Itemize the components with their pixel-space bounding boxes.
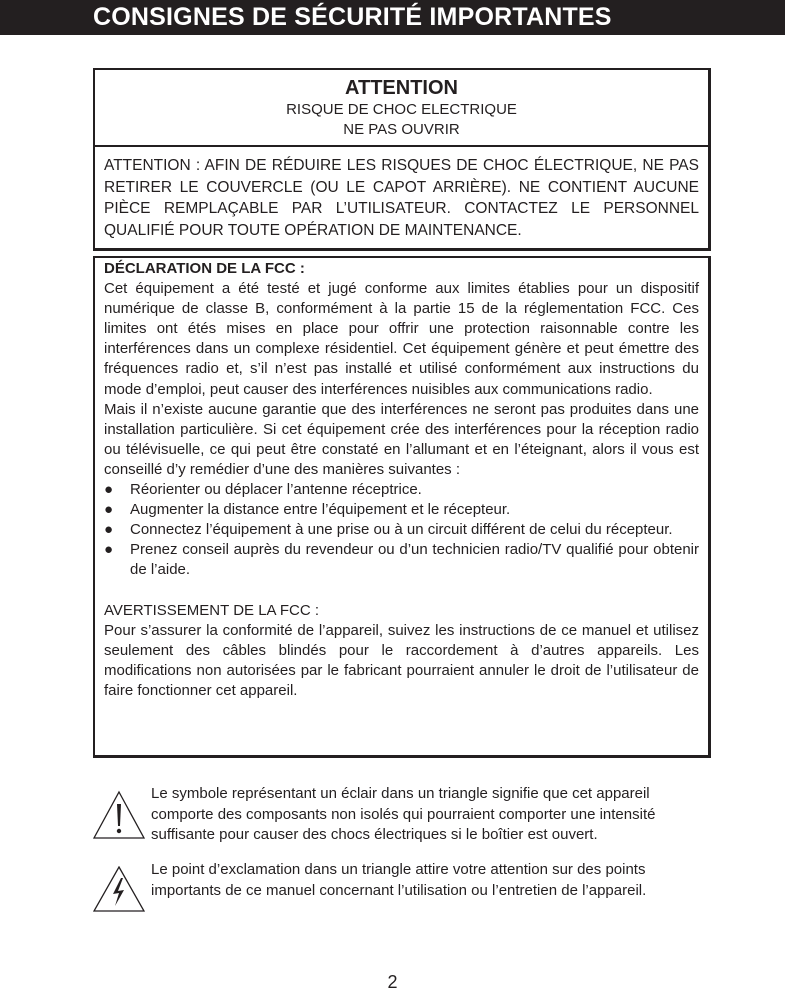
fcc-box [93,256,711,758]
caution-text: ATTENTION : AFIN DE RÉDUIRE LES RISQUES DE CHOC ÉLECTRIQUE, NE PAS RETIRER LE COUVERCLE (OU LE CAPOT ARRIÈRE). NE CONTIENT AUCUNE PIÈCE REMPLAÇABLE PAR L’UTILISATEUR. CONTACTEZ LE PERSONNEL QUALIFIÉ POUR TOUTE OPÉRATION DE MAINTENANCE. [104,157,699,239]
caution-title: ATTENTION [345,77,458,99]
list-item: ● Connectez l’équipement à une prise ou à un circuit différent de celui du récepteur. [104,520,699,540]
fcc-paragraph: Cet équipement a été testé et jugé conforme aux limites établies pour un dispositif numérique de classe B, conformément à la partie 15 de la réglementation FCC. Ces limites ont étés mises en place pour offrir une protection raisonnable contre les interférences dans un complexe résidentiel. Cet équipement génère et peut émettre des fréquences radio et, s’il n’est pas installé et utilisé conformément aux instructions du mode d’emploi, peut causer des interférences nuisibles aux communications radio. [104,280,699,398]
fcc-heading: DÉCLARATION DE LA FCC : [104,260,305,277]
symbol-lightning: Le point d’exclamation dans un triangle attire votre attention sur des points importants de ce manuel concernant l’utilisation ou l’entretien de l’appareil. [93,860,713,912]
caution-line2: NE PAS OUVRIR [343,121,460,138]
symbol-exclamation: Le symbole représentant un éclair dans un triangle signifie que cet appareil comporte des composants non isolés qui pourraient comporter une intensité suffisante pour causer des chocs électriques si le boîtier est ouvert. [93,784,713,846]
warning-heading: AVERTISSEMENT DE LA FCC : [104,601,320,619]
fcc-paragraph: Mais il n’existe aucune garantie que des interférences ne seront pas produites dans une installation particulière. Si cet équipement crée des interférences pour la réception radio ou télévisuelle, ce qui peut être constaté en l’allumant et en l’éteignant, alors il vous est conseillé d’y remédier d’une des manières suivantes : [104,400,699,478]
bullet-icon: ● [104,521,114,539]
bullet-icon: ● [104,501,114,519]
page-title: CONSIGNES DE SÉCURITÉ IMPORTANTES [93,3,612,31]
exclamation-triangle-icon [93,790,145,840]
list-item: ● Réorienter ou déplacer l’antenne réceptrice. [104,480,699,500]
header-bar [0,0,785,35]
list-item: ● Augmenter la distance entre l’équipement et le récepteur. [104,500,699,520]
warning-text: Pour s’assurer la conformité de l’appareil, suivez les instructions de ce manuel et utilisez seulement des câbles blindés pour le raccordement à d’autres appareils. Les modifications non autorisées par le fabricant pourraient annuler le droit de l’utilisateur de faire fonctionner cet appareil. [104,621,699,699]
lightning-triangle-icon [93,866,145,912]
caution-box [93,68,711,251]
caution-line1: RISQUE DE CHOC ELECTRIQUE [286,101,517,118]
page-number: 2 [387,972,398,992]
list-item: ● Prenez conseil auprès du revendeur ou d’un technicien radio/TV qualifié pour obtenir de l’aide. [104,540,699,580]
bullet-icon: ● [104,481,114,499]
bullet-icon: ● [104,541,114,559]
